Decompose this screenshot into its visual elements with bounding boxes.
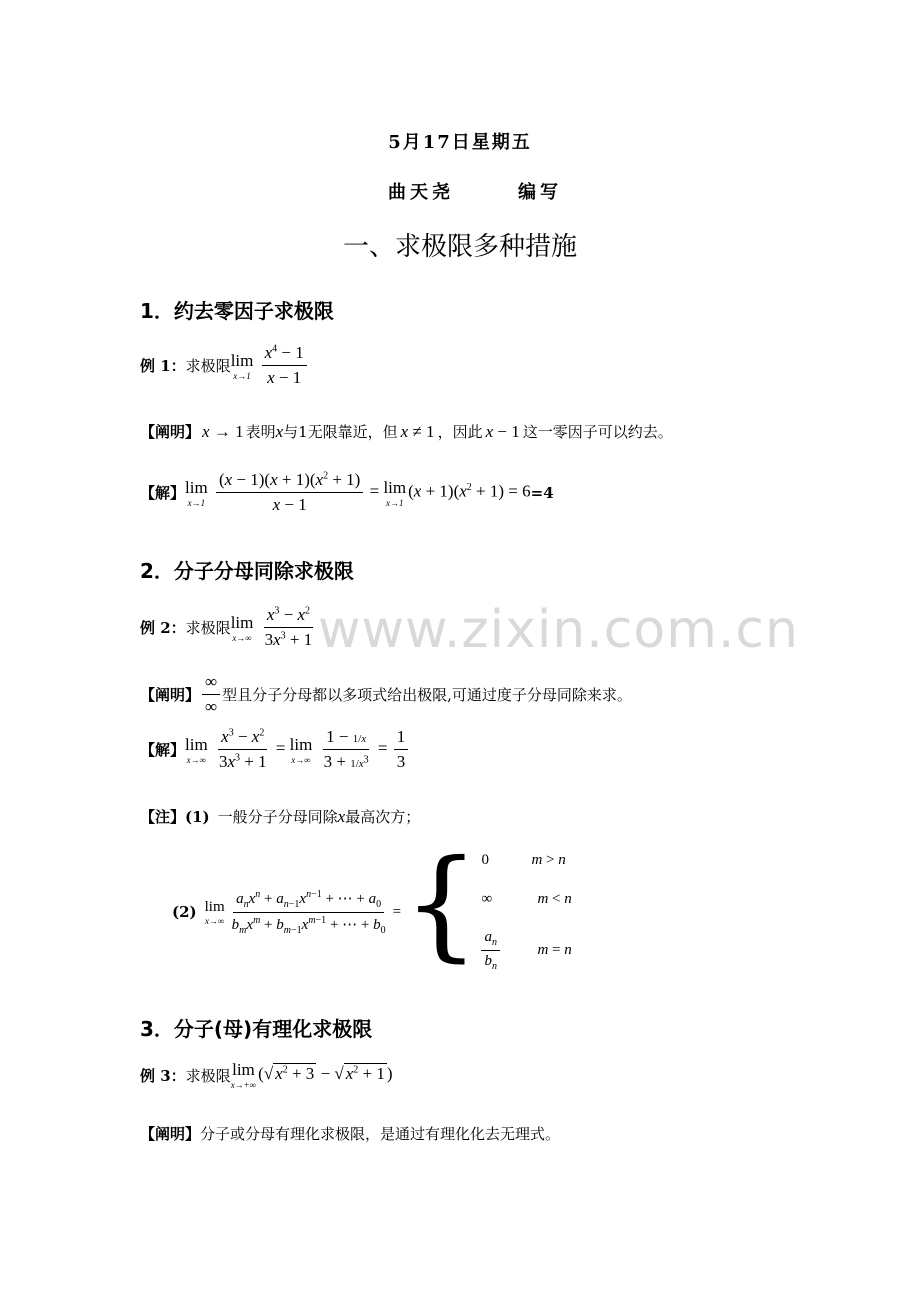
example-3-label: 例 3： (140, 1066, 186, 1085)
example-1-text: 求极限 (185, 357, 231, 375)
note-2 (172, 835, 572, 974)
date-line: 5月17日星期五 (388, 132, 532, 153)
section-1-title: 1．约去零因子求极限 (140, 299, 334, 323)
watermark: www.zixin.com.cn (318, 600, 799, 660)
explain-2-math: $\frac{\infty}{\infty}$ (200, 672, 222, 717)
note-1-math: x (337, 806, 346, 826)
solve-1-formula: lim x→1 $\frac{(x - 1)(x + 1)(x^2 + 1)}{x - 1}$ = lim x→1 $(x + 1)(x^2 + 1) = 6$ (185, 470, 531, 514)
solve-1-result: =4 (530, 483, 554, 502)
main-title: 一、求极限多种措施 (342, 232, 577, 262)
solve-2 (140, 727, 410, 772)
explain-2 (140, 672, 632, 717)
example-1-formula: lim x→1 $\frac{x^4 - 1}{x - 1}$ (231, 343, 309, 388)
author-name: 曲天尧 (388, 182, 454, 203)
section-3-title: 3．分子(母)有理化求极限 (140, 1017, 373, 1041)
explain-1-math-b: x (275, 421, 284, 441)
note-1-text-b: 最高次方； (345, 808, 421, 826)
example-1-label: 例 1： (140, 357, 186, 375)
explain-3 (140, 1123, 560, 1144)
section-2-title: 2．分子分母同除求极限 (140, 559, 354, 583)
explain-1-text-a: 表明 (245, 423, 276, 441)
solve-2-formula: lim x→∞ $\frac{x^3 - x^2}{3x^3 + 1}$ = lim x→∞ $\frac{1 - 1/x}{3 + 1/x^3}$ = $\frac{1}{3}$ (185, 727, 410, 772)
example-2-label: 例 2： (140, 619, 186, 637)
solve-1 (140, 470, 554, 515)
explain-1-math-c: x ≠ 1 (400, 421, 435, 441)
solve-1-label: 【解】 (140, 484, 186, 502)
explain-1-label: 【阐明】 (140, 423, 201, 441)
example-2 (140, 605, 317, 650)
explain-1 (140, 421, 673, 442)
explain-2-label: 【阐明】 (140, 686, 201, 704)
note-2-label: (2) (172, 903, 197, 921)
explain-1-math-a: x → 1 (202, 421, 244, 441)
explain-3-label: 【阐明】 (140, 1125, 201, 1143)
note-2-formula: lim x→∞ $\frac{a_nx^n + a_{n-1}x^{n-1} + \cdots + a_0}{b_mx^m + b_{m-1}x^{m-1} + \cdots + b_0}$ = { 0 m > n ∞ m < n $\frac{a_n}{b_n}$ m = n (204, 835, 572, 974)
example-1 (140, 343, 309, 388)
example-3 (140, 1060, 393, 1090)
explain-1-math-d: x − 1 (485, 421, 520, 441)
example-3-formula: lim x→+∞ (√ $x^2 + 3$ − √ $x^2 + 1$ ) (230, 1060, 393, 1090)
note-1-label: 【注】(1) (140, 808, 210, 826)
explain-1-text-b: 与1无限靠近，但 (283, 423, 398, 441)
author-role: 编写 (518, 182, 562, 203)
note-1-text-a: 一般分子分母同除 (217, 808, 338, 826)
explain-3-text: 分子或分母有理化求极限，是通过有理化化去无理式。 (200, 1125, 561, 1143)
solve-2-label: 【解】 (140, 741, 186, 759)
example-3-text: 求极限 (185, 1066, 231, 1085)
explain-1-text-c: ，因此 (437, 423, 483, 441)
example-2-formula: lim x→∞ $\frac{x^3 - x^2}{3x^3 + 1}$ (230, 605, 313, 649)
note-1 (140, 806, 420, 827)
explain-1-text-d: 这一零因子可以约去。 (522, 423, 673, 441)
example-2-text: 求极限 (185, 619, 231, 637)
explain-2-text: 型且分子分母都以多项式给出极限,可通过度子分母同除来求。 (222, 686, 632, 704)
